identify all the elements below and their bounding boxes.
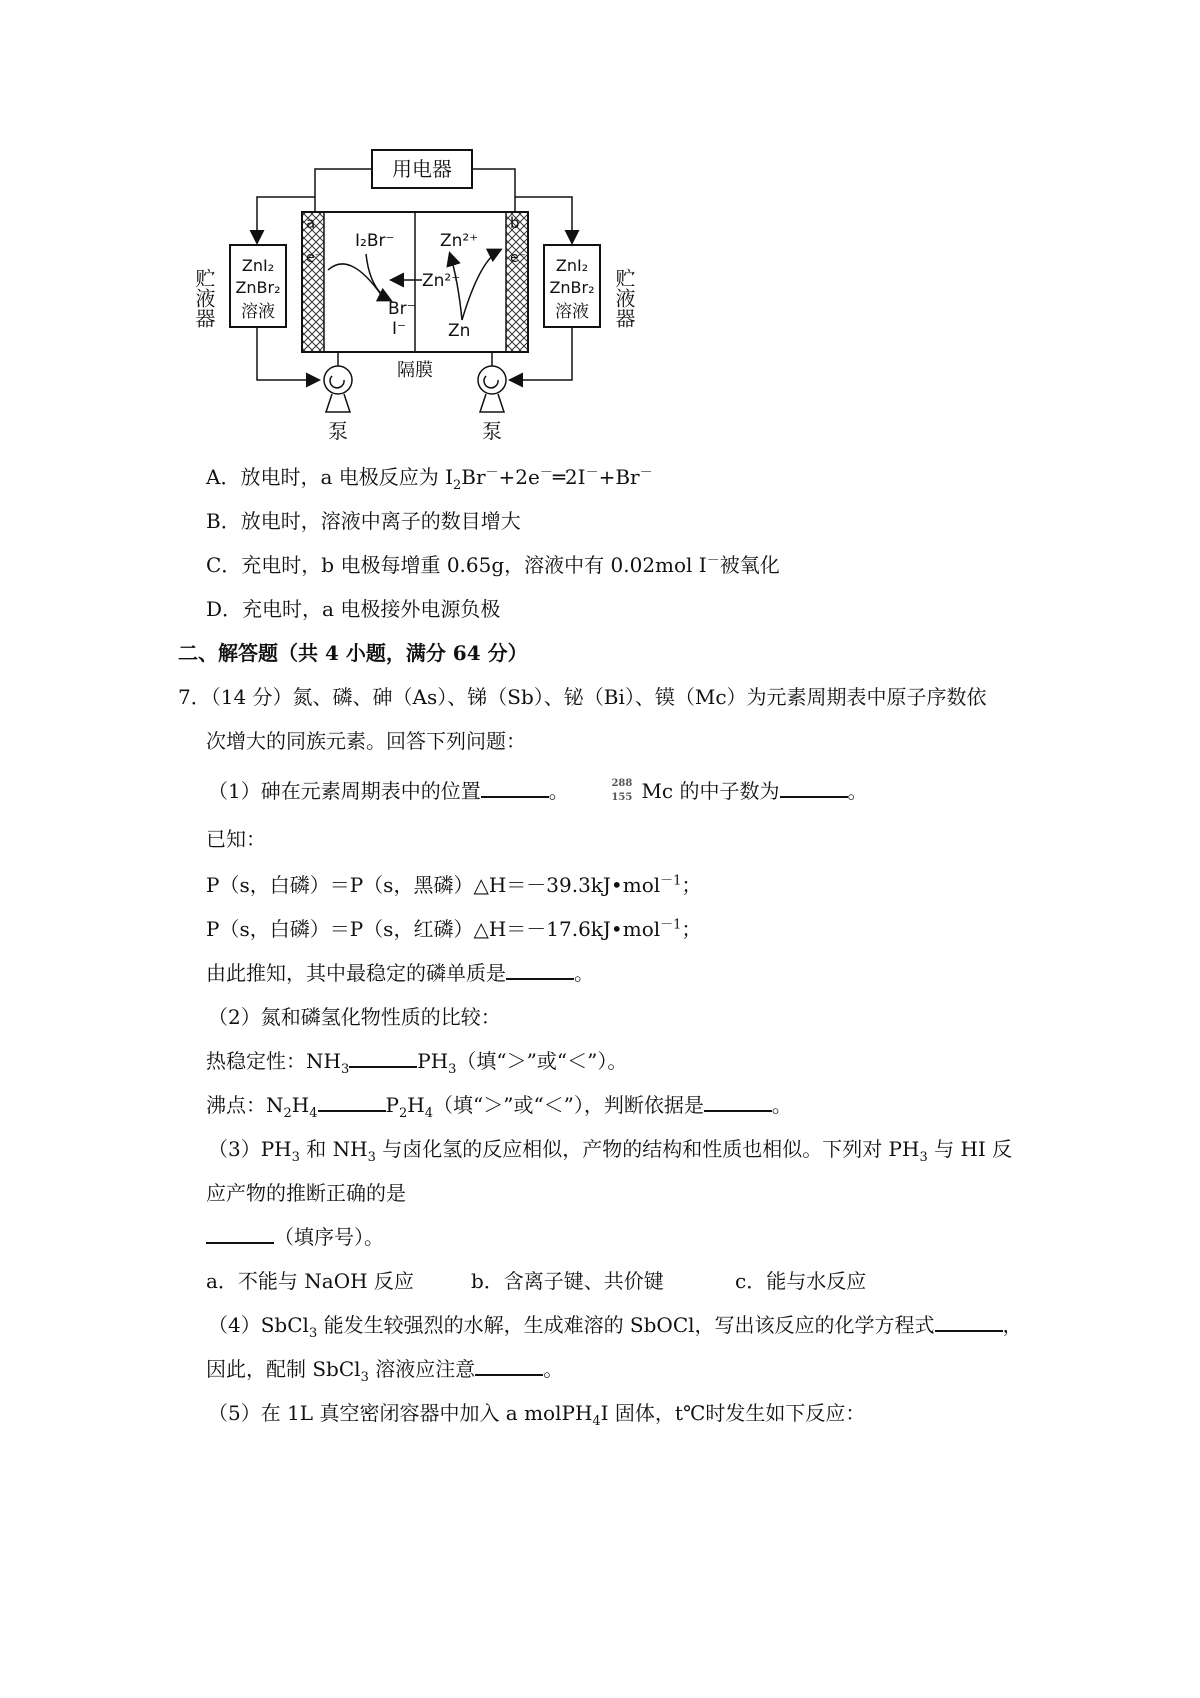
sub: 2 <box>398 1106 408 1121</box>
sub: 2 <box>452 478 462 493</box>
equation-1 <box>206 872 701 898</box>
answer-blank[interactable] <box>206 1224 274 1244</box>
sup: － <box>585 465 599 481</box>
equation-text: P（s，白磷）＝P（s，红磷）△H＝－17.6kJ•mol <box>206 917 661 941</box>
inference <box>206 960 594 986</box>
tank-left-line1: ZnI₂ <box>241 256 275 275</box>
q7-line2: 次增大的同族元素。回答下列问题： <box>206 729 526 753</box>
species-i2br: I₂Br⁻ <box>355 231 395 251</box>
electron-left: e⁻ <box>306 250 323 266</box>
boil-text: H <box>407 1093 425 1117</box>
sup: － <box>639 465 653 481</box>
part3-text: （3）PH <box>208 1137 292 1161</box>
part3-text: 和 NH <box>299 1137 368 1161</box>
answer-blank[interactable] <box>506 960 574 980</box>
pump-left-label: 泵 <box>328 419 348 443</box>
inference-text: 由此推知，其中最稳定的磷单质是 <box>206 961 506 985</box>
electrode-a-label: a <box>306 214 316 232</box>
q7-part1-text: Mc 的中子数为 <box>641 779 780 803</box>
q7-part4-line2 <box>206 1356 564 1385</box>
choices <box>206 1268 866 1294</box>
equation-text: P（s，白磷）＝P（s，黑磷）△H＝－39.3kJ•mol <box>206 873 661 897</box>
boil-text: 。 <box>771 1093 792 1117</box>
part4-text: 。 <box>543 1357 564 1381</box>
device-label: 用电器 <box>392 157 452 181</box>
answer-blank[interactable] <box>349 1048 417 1068</box>
equation-text: ； <box>681 917 702 941</box>
tank-right-line3: 溶液 <box>555 302 589 322</box>
sub: 3 <box>308 1326 318 1341</box>
sub: 4 <box>424 1106 433 1121</box>
species-zn2-top: Zn²⁺ <box>440 231 479 251</box>
sub: 3 <box>291 1150 300 1165</box>
sub: 3 <box>367 1150 376 1165</box>
q7-part2: （2）氮和磷氢化物性质的比较： <box>208 1005 501 1029</box>
electrode-b <box>506 212 528 352</box>
equation-text: ； <box>681 873 702 897</box>
pump-right-base <box>480 394 504 412</box>
species-i: I⁻ <box>392 319 406 339</box>
option-a <box>206 464 653 493</box>
pump-right <box>478 366 506 394</box>
boil-text: H <box>291 1093 310 1117</box>
option-a-text: Br <box>461 465 486 489</box>
q7-part1-text: （1）砷在元素周期表中的位置 <box>208 779 481 803</box>
species-zn2-mid: Zn²⁺ <box>422 271 461 291</box>
option-a-text: A．放电时，a 电极反应为 I <box>206 465 453 489</box>
pump-left-base <box>326 394 350 412</box>
tank-right-line1: ZnI₂ <box>555 256 589 275</box>
nuclide-symbol <box>611 777 641 806</box>
wire-right-top <box>472 169 515 212</box>
option-a-text: +2e <box>498 465 540 489</box>
sub: 3 <box>360 1370 369 1385</box>
pump-right-label: 泵 <box>482 419 502 443</box>
answer-blank[interactable] <box>318 1092 386 1112</box>
option-c <box>206 552 780 578</box>
option-a-text: ═2I <box>552 465 586 489</box>
option-c-text: 被氧化 <box>719 553 780 577</box>
nuclide-number: 155 <box>611 791 633 803</box>
tank-right-label: 贮液器 <box>612 268 636 328</box>
choice-a: a．不能与 NaOH 反应 <box>206 1269 414 1293</box>
tank-left-line3: 溶液 <box>241 302 275 322</box>
option-b: B．放电时，溶液中离子的数目增大 <box>206 509 521 533</box>
choice-c: c．能与水反应 <box>735 1269 867 1293</box>
part5-text: I 固体，t℃时发生如下反应： <box>600 1401 866 1425</box>
option-a-text: +Br <box>598 465 640 489</box>
part4-text: （4）SbCl <box>208 1313 309 1337</box>
membrane-label: 隔膜 <box>397 360 433 381</box>
tank-left-label: 贮液器 <box>192 268 216 328</box>
boiling-point <box>206 1092 792 1121</box>
electrode-a <box>302 212 324 352</box>
sup: －1 <box>660 917 682 933</box>
sub: 3 <box>340 1062 350 1077</box>
q7-part1-text: 。 <box>847 779 868 803</box>
tank-left-line2: ZnBr₂ <box>235 278 281 297</box>
thermal-text: PH <box>417 1049 449 1073</box>
species-br: Br⁻ <box>388 299 416 319</box>
thermal-stability <box>206 1048 628 1077</box>
option-c-text: C．充电时，b 电极每增重 0.65g，溶液中有 0.02mol I <box>206 553 707 577</box>
boil-text: 沸点：N <box>206 1093 284 1117</box>
species-zn: Zn <box>448 321 471 341</box>
q7-part4 <box>208 1312 1023 1341</box>
equation-2 <box>206 916 701 942</box>
sub: 4 <box>592 1414 601 1429</box>
sub: 3 <box>919 1150 928 1165</box>
thermal-text: （填“＞”或“＜”）。 <box>456 1049 628 1073</box>
choice-b: b．含离子键、共价键 <box>471 1269 664 1293</box>
tank-right-line2: ZnBr₂ <box>549 278 595 297</box>
sub: 4 <box>309 1106 318 1121</box>
q7-part1 <box>208 778 868 806</box>
sup: － <box>485 465 499 481</box>
answer-blank[interactable] <box>481 778 549 798</box>
q7-part3-line2: 应产物的推断正确的是 <box>206 1181 406 1205</box>
part3-text: 与 HI 反 <box>927 1137 1013 1161</box>
answer-blank[interactable] <box>704 1092 772 1112</box>
sup: － <box>539 465 553 481</box>
q7-part5 <box>208 1400 866 1429</box>
electrode-b-label: b <box>510 214 520 232</box>
q7-part1-text: 。 <box>548 779 569 803</box>
q7-line1: 7．（14 分）氮、磷、砷（As）、锑（Sb）、铋（Bi）、镆（Mc）为元素周期表中原子序数依 <box>178 685 987 709</box>
q7-part3 <box>208 1136 1013 1165</box>
sub: 3 <box>448 1062 457 1077</box>
part4-text: 因此，配制 SbCl <box>206 1357 361 1381</box>
part3-text: 与卤化氢的反应相似，产物的结构和性质也相似。下列对 PH <box>375 1137 920 1161</box>
answer-blank[interactable] <box>780 778 848 798</box>
boil-text: P <box>385 1093 399 1117</box>
part4-text: 溶液应注意 <box>368 1357 476 1381</box>
option-d: D．充电时，a 电极接外电源负极 <box>206 597 501 621</box>
sup: －1 <box>660 873 682 889</box>
section-heading: 二、解答题（共 4 小题，满分 64 分） <box>178 641 528 665</box>
part4-text: 能发生较强烈的水解，生成难溶的 SbOCl，写出该反应的化学方程式 <box>317 1313 935 1337</box>
sub: 2 <box>283 1106 292 1121</box>
answer-blank[interactable] <box>475 1356 543 1376</box>
pump-left <box>324 366 352 394</box>
part5-text: （5）在 1L 真空密闭容器中加入 a molPH <box>208 1401 593 1425</box>
wire-left-top <box>315 169 372 212</box>
sup: － <box>706 553 720 569</box>
answer-blank[interactable] <box>935 1312 1003 1332</box>
electron-right: e⁻ <box>510 250 527 266</box>
battery-diagram <box>192 150 720 490</box>
boil-text: （填“＞”或“＜”），判断依据是 <box>433 1093 704 1117</box>
inference-text: 。 <box>574 961 594 985</box>
thermal-text: 热稳定性：NH <box>206 1049 341 1073</box>
known-label: 已知： <box>206 827 266 851</box>
q7-part3-line3 <box>206 1224 384 1250</box>
nuclide-mass: 288 <box>611 777 633 789</box>
part4-text: ， <box>1002 1313 1023 1337</box>
part3-text: （填序号）。 <box>274 1225 384 1249</box>
